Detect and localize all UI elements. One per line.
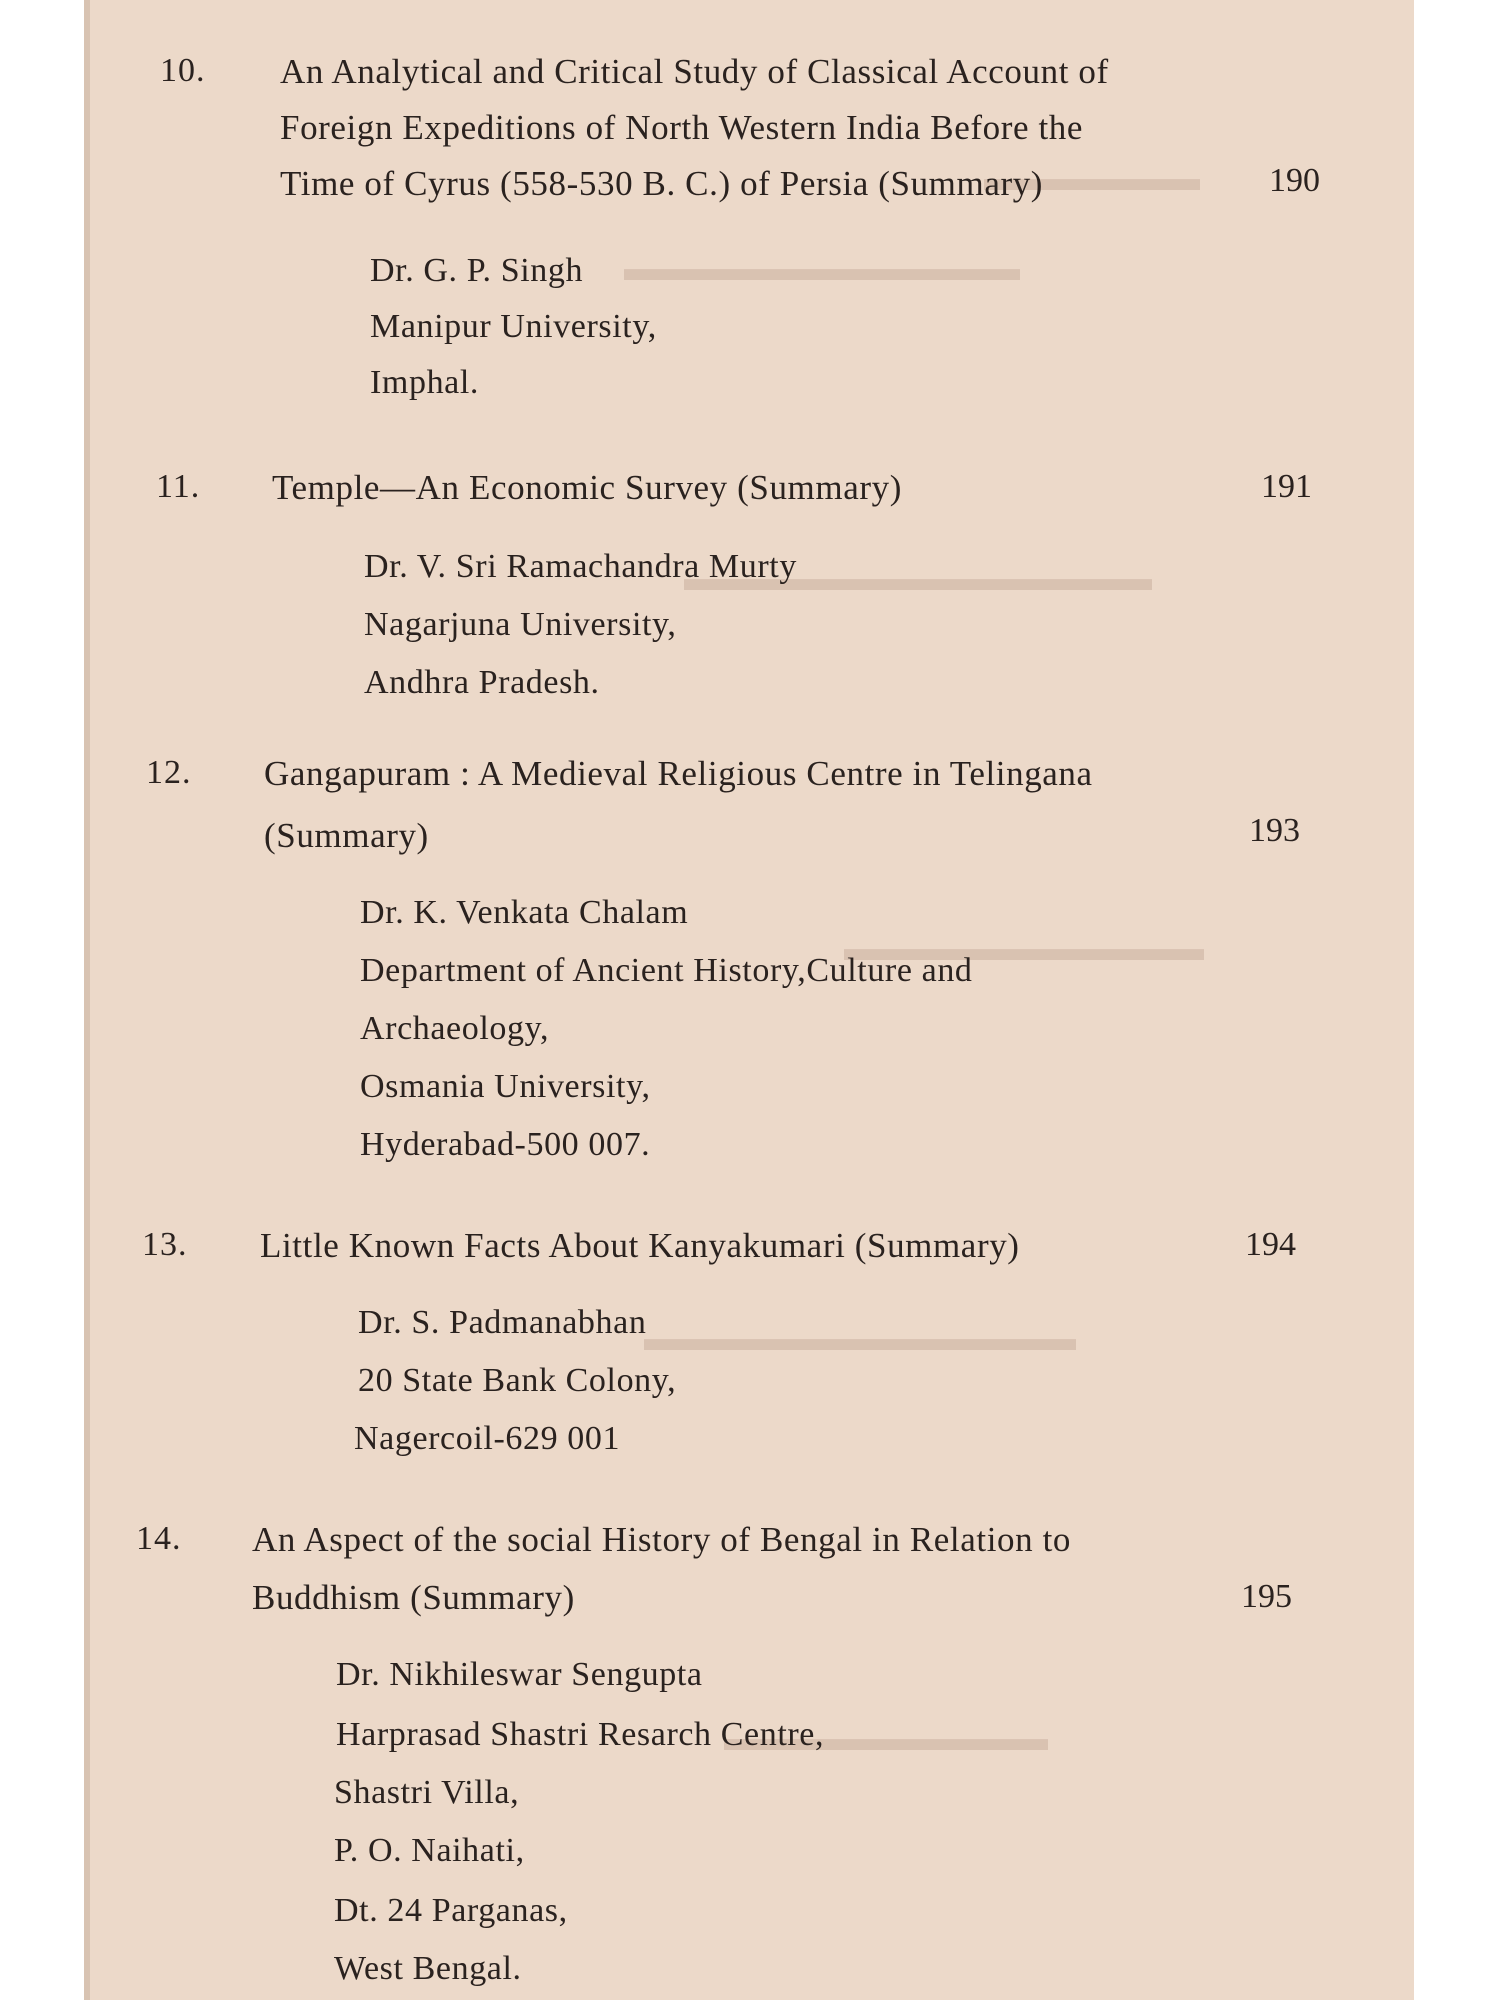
entry-title-line: Time of Cyrus (558-530 B. C.) of Persia (Summary) — [280, 164, 1044, 203]
entry-page-number: 191 — [1261, 468, 1312, 505]
show-through-text: ▬▬▬▬▬▬▬▬▬▬▬▬▬ — [684, 558, 1152, 598]
entry-title-line: Foreign Expeditions of North Western India Before the — [280, 108, 1084, 147]
author-line: Nagercoil-629 001 — [354, 1420, 621, 1457]
author-line: Dr. Nikhileswar Sengupta — [336, 1656, 703, 1693]
author-line: Osmania University, — [360, 1068, 651, 1105]
show-through-text: ▬▬▬▬▬▬ — [984, 158, 1200, 198]
author-line: Dr. V. Sri Ramachandra Murty — [364, 548, 797, 585]
page-edge — [84, 0, 90, 2000]
entry-page-number: 193 — [1249, 812, 1300, 849]
show-through-text: ▬▬▬▬▬▬▬▬▬▬▬▬ — [644, 1318, 1076, 1358]
show-through-text: ▬▬▬▬▬▬▬▬▬▬▬ — [624, 248, 1020, 288]
entry-title-line: Little Known Facts About Kanyakumari (Summary) — [260, 1226, 1020, 1265]
show-through-text: ▬▬▬▬▬▬▬▬▬ — [724, 1718, 1048, 1758]
author-line: West Bengal. — [334, 1950, 522, 1987]
entry-number: 11. — [156, 468, 201, 505]
show-through-text: ▬▬▬▬▬▬▬▬▬▬ — [844, 928, 1204, 968]
author-line: Dr. K. Venkata Chalam — [360, 894, 689, 931]
author-line: Dr. G. P. Singh — [370, 252, 584, 289]
entry-number: 14. — [136, 1520, 182, 1557]
entry-page-number: 195 — [1241, 1578, 1292, 1615]
author-line: Hyderabad-500 007. — [360, 1126, 651, 1163]
author-line: Dr. S. Padmanabhan — [358, 1304, 647, 1341]
entry-title-line: An Analytical and Critical Study of Classical Account of — [280, 52, 1109, 91]
author-line: Nagarjuna University, — [364, 606, 677, 643]
author-line: Imphal. — [370, 364, 480, 401]
book-page — [84, 0, 1414, 2000]
author-line: Shastri Villa, — [334, 1774, 520, 1811]
author-line: Department of Ancient History,Culture and — [360, 952, 973, 989]
author-line: Archaeology, — [360, 1010, 550, 1047]
entry-title-line: Gangapuram : A Medieval Religious Centre in Telingana — [264, 754, 1093, 793]
entry-number: 12. — [146, 754, 192, 791]
entry-page-number: 194 — [1245, 1226, 1296, 1263]
author-line: 20 State Bank Colony, — [358, 1362, 677, 1399]
entry-number: 13. — [142, 1226, 188, 1263]
author-line: P. O. Naihati, — [334, 1832, 525, 1869]
author-line: Harprasad Shastri Resarch Centre, — [336, 1716, 825, 1753]
entry-title-line: Buddhism (Summary) — [252, 1578, 575, 1617]
author-line: Andhra Pradesh. — [364, 664, 600, 701]
author-line: Dt. 24 Parganas, — [334, 1892, 568, 1929]
entry-number: 10. — [160, 52, 206, 89]
entry-title-line: Temple—An Economic Survey (Summary) — [272, 468, 902, 507]
entry-page-number: 190 — [1269, 162, 1320, 199]
author-line: Manipur University, — [370, 308, 657, 345]
entry-title-line: An Aspect of the social History of Bengal in Relation to — [252, 1520, 1072, 1559]
entry-title-line: (Summary) — [264, 816, 429, 855]
